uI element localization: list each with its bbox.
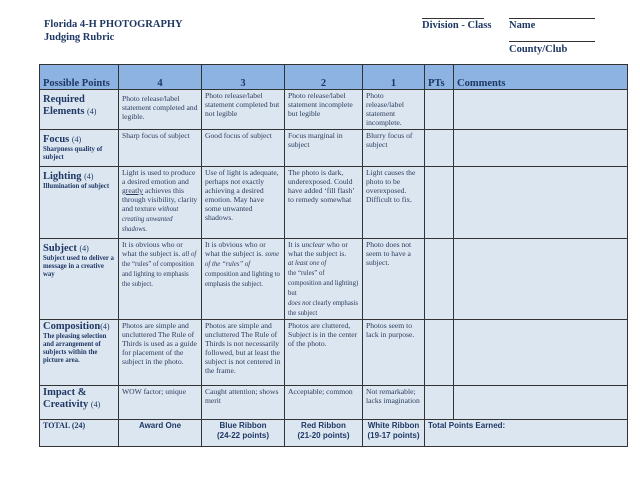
ribbon-points: (24-22 points) — [216, 431, 269, 440]
criterion-desc: The pleasing selection and arrangement of subjects within the picture area. — [43, 333, 107, 364]
cell: Blurry focus of subject — [363, 130, 425, 167]
col-header: 1 — [363, 65, 425, 90]
cell: Photo release/label statement completed and legible. — [119, 90, 202, 130]
cell: Photos are simple and uncluttered The Rule of Thirds is not necessarily followed, but at least the subject is not centered in the frame. — [202, 320, 285, 386]
cell — [119, 239, 202, 320]
white-ribbon — [363, 420, 425, 447]
cell-text: It is — [288, 240, 302, 249]
cell: Good focus of subject — [202, 130, 285, 167]
col-header: 3 — [202, 65, 285, 90]
ribbon-label: White Ribbon — [367, 421, 420, 430]
cell — [119, 167, 202, 239]
ribbon-label: Red Ribbon — [301, 421, 346, 430]
name-label: Name — [509, 20, 536, 31]
col-header: Possible Points — [40, 65, 119, 90]
comments-input[interactable] — [454, 320, 628, 386]
criterion-desc: Illumination of subject — [43, 183, 110, 190]
subtitle: Judging Rubric — [44, 32, 115, 43]
criterion-points: (4) — [71, 135, 82, 144]
cell-text: clearly emphasis the subject — [288, 300, 359, 317]
county-line[interactable] — [509, 41, 595, 42]
ribbon-points: (19-17 points) — [367, 431, 420, 440]
criterion-points: (4) — [100, 322, 110, 331]
cell: Acceptable; common — [285, 386, 363, 420]
pts-input[interactable] — [425, 130, 454, 167]
cell-text: Light is used to produce a desired emotion and — [122, 168, 196, 186]
ribbon-points: (21-20 points) — [297, 431, 350, 440]
table-row — [40, 130, 628, 167]
cell: Caught attention; shows merit — [202, 386, 285, 420]
criterion-name: Impact & Creativity — [43, 387, 89, 410]
table-row — [40, 167, 628, 239]
col-header: 2 — [285, 65, 363, 90]
division-line[interactable] — [422, 18, 484, 19]
pts-input[interactable] — [425, 320, 454, 386]
rubric-table — [39, 64, 628, 447]
table-row — [40, 320, 628, 386]
pts-input[interactable] — [425, 386, 454, 420]
total-points-earned[interactable]: Total Points Earned: — [425, 420, 628, 447]
comments-input[interactable] — [454, 130, 628, 167]
cell-text-italic: unclear — [301, 240, 325, 249]
total-row — [40, 420, 628, 447]
cell-text: the “rules” of composition and lighting) but — [288, 270, 359, 297]
cell-text-italic: does not — [288, 300, 311, 307]
cell-text: It is obvious who or what the subject is. — [122, 240, 183, 258]
table-row — [40, 90, 628, 130]
award-one: Award One — [119, 420, 202, 447]
cell: Photo does not seem to have a subject. — [363, 239, 425, 320]
comments-input[interactable] — [454, 167, 628, 239]
cell: Photo release/label statement incomplete. — [363, 90, 425, 130]
cell-text: the “rules” of composition and lighting to emphasis the subject. — [122, 261, 194, 288]
blue-ribbon — [202, 420, 285, 447]
cell: Photos are cluttered, Subject is in the center of the photo. — [285, 320, 363, 386]
cell-text-italic: without creating unwanted shadows. — [122, 206, 179, 233]
col-header: Comments — [454, 65, 628, 90]
cell-text: It is obvious who or what the subject is. — [205, 240, 266, 258]
cell: Not remarkable; lacks imagination — [363, 386, 425, 420]
criterion-points: (4) — [87, 107, 97, 116]
cell — [285, 239, 363, 320]
pts-input[interactable] — [425, 239, 454, 320]
cell: Sharp focus of subject — [119, 130, 202, 167]
criterion-name: Focus — [43, 134, 70, 145]
document-title — [44, 18, 183, 44]
col-header: PTs — [425, 65, 454, 90]
cell-text-italic: all of — [182, 251, 197, 258]
comments-input[interactable] — [454, 90, 628, 130]
ribbon-label: Blue Ribbon — [219, 421, 267, 430]
cell: Light causes the photo to be overexposed. Difficult to fix. — [363, 167, 425, 239]
header-row — [40, 65, 628, 90]
pts-input[interactable] — [425, 167, 454, 239]
cell: Photos are simple and uncluttered The Rule of Thirds is used as a guide for placement of the subject in the photo. — [119, 320, 202, 386]
division-label: Division - Class — [422, 20, 492, 31]
criterion-name: Subject — [43, 243, 77, 254]
total-label: TOTAL (24) — [40, 420, 119, 447]
comments-input[interactable] — [454, 239, 628, 320]
cell-text: achieves this through visibility, clarity and texture — [122, 186, 198, 213]
criterion-points: (4) — [79, 244, 89, 253]
criterion-points: (4) — [84, 172, 94, 181]
name-line[interactable] — [509, 18, 595, 19]
table-row — [40, 386, 628, 420]
criterion-name: Lighting — [43, 171, 82, 182]
criterion-desc: Sharpness quality of subject — [43, 146, 103, 161]
title: Florida 4-H PHOTOGRAPHY — [44, 19, 183, 30]
cell: The photo is dark, underexposed. Could have added ‘fill flash’ to remedy somewhat — [285, 167, 363, 239]
cell-text-italic: at least one of — [288, 260, 327, 267]
criterion-name: Required Elements — [43, 94, 85, 117]
cell: Photos seem to lack in purpose. — [363, 320, 425, 386]
cell: Use of light is adequate, perhaps not exactly achieving a desired emotion. May have some unwanted shadows. — [202, 167, 285, 239]
cell-text: composition and lighting to emphasis the subject. — [205, 271, 280, 288]
red-ribbon — [285, 420, 363, 447]
cell: Photo release/label statement incomplete but legible — [285, 90, 363, 130]
comments-input[interactable] — [454, 386, 628, 420]
cell-text-underline: greatly — [122, 186, 144, 195]
criterion-points: (4) — [90, 400, 101, 409]
cell — [202, 239, 285, 320]
cell-text-italic: some of the “rules” of — [205, 251, 280, 268]
cell: Photo release/label statement completed but not legible — [202, 90, 285, 130]
table-row — [40, 239, 628, 320]
county-label: County/Club — [509, 44, 568, 55]
col-header: 4 — [119, 65, 202, 90]
cell: Focus marginal in subject — [285, 130, 363, 167]
cell: WOW factor; unique — [119, 386, 202, 420]
criterion-desc: Subject used to deliver a message in a creative way — [43, 255, 114, 278]
pts-input[interactable] — [425, 90, 454, 130]
cell-text: who or what the subject is. — [288, 240, 348, 258]
criterion-name: Composition — [43, 321, 101, 332]
